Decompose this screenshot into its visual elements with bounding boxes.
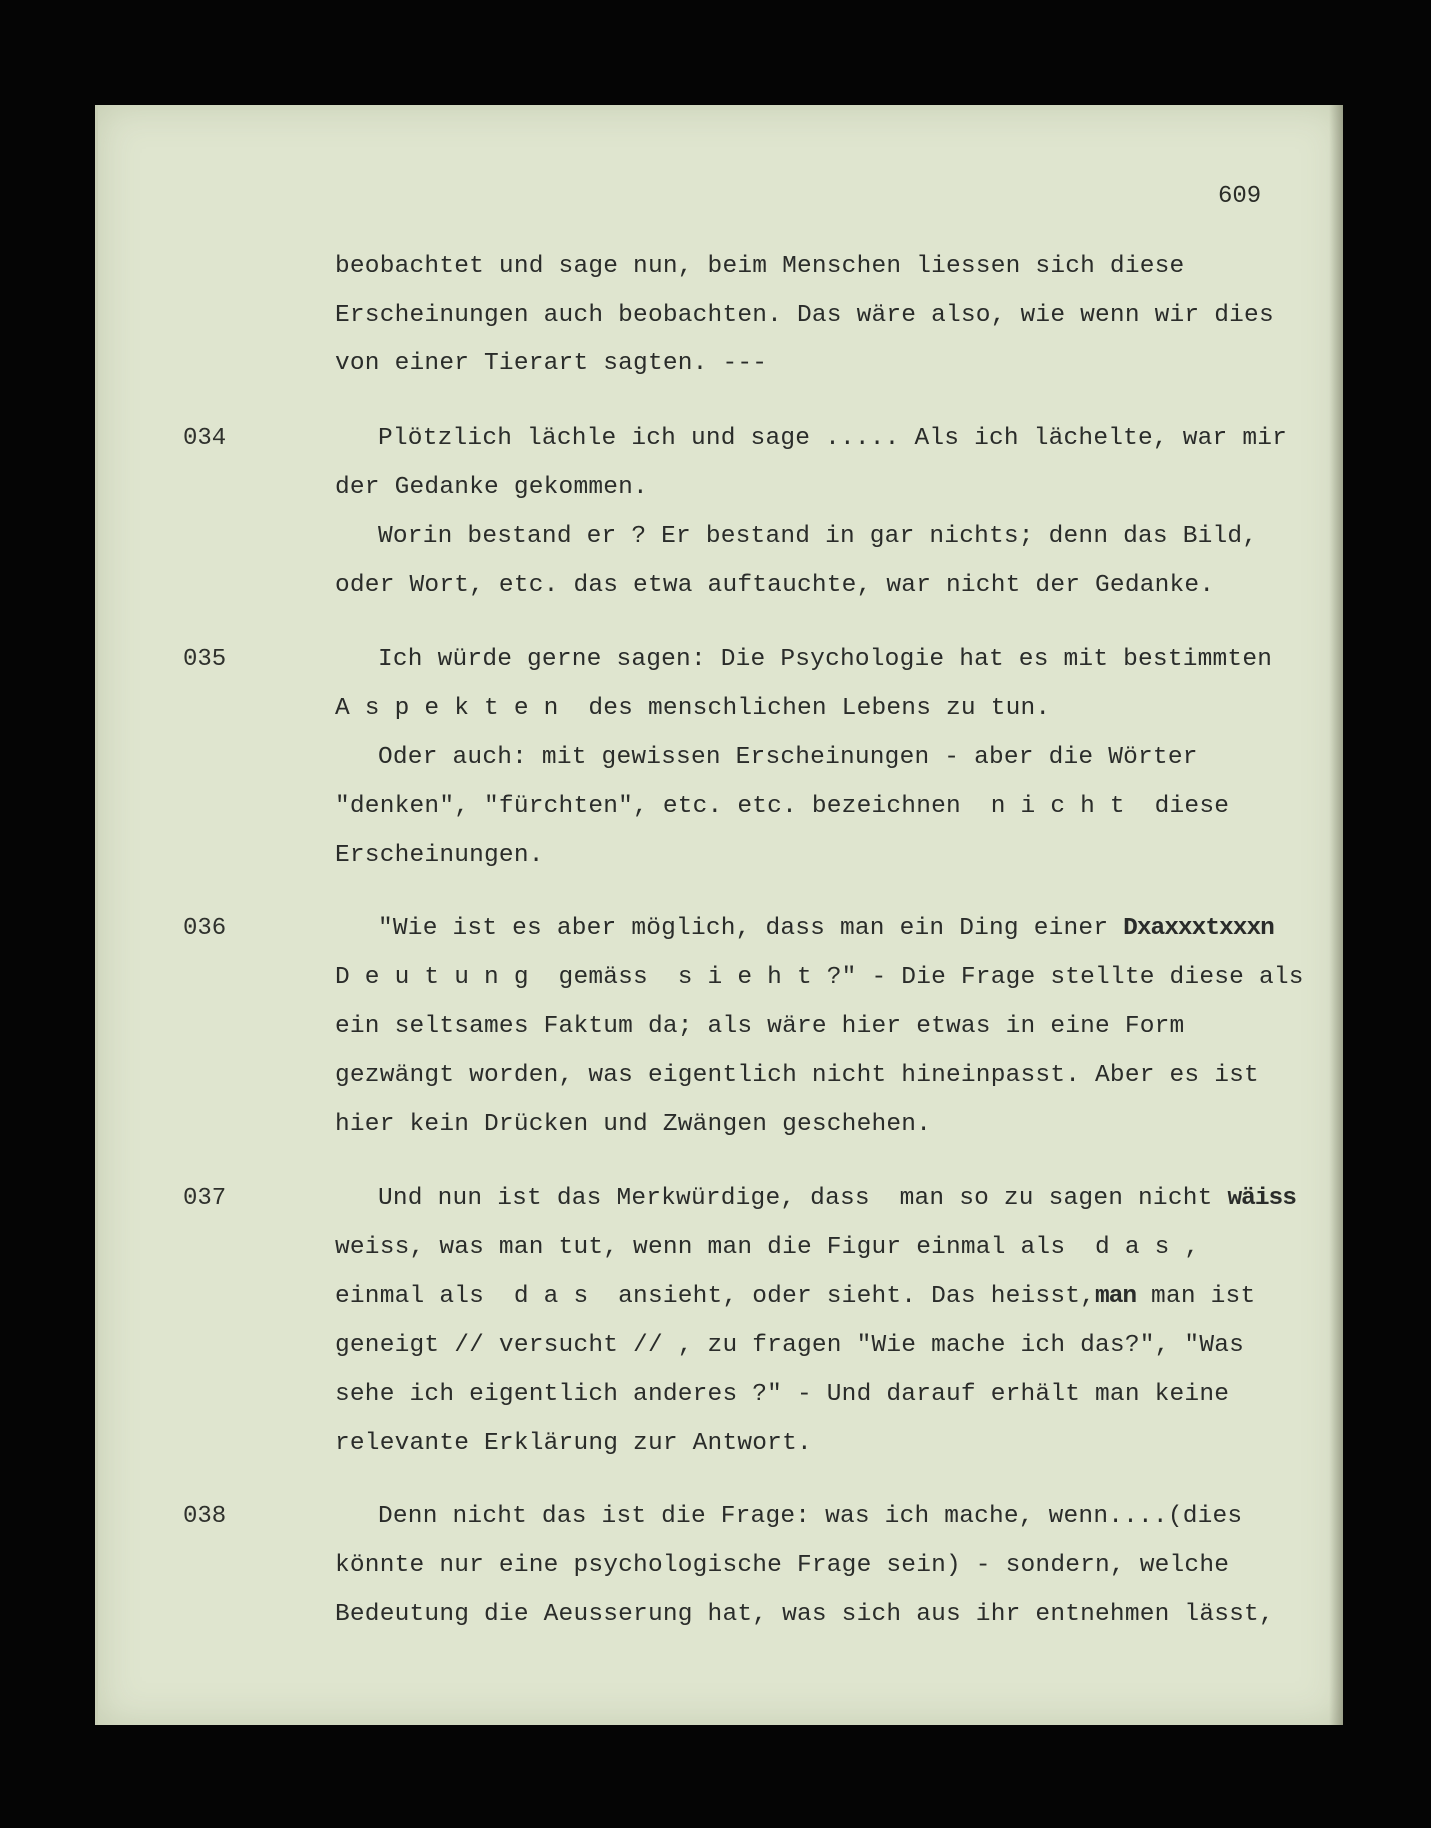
text-line: Erscheinungen. (335, 842, 544, 869)
text-line: A s p e k t e n des menschlichen Lebens zu tun. (335, 695, 1051, 722)
section-number: 036 (183, 915, 227, 942)
section-number: 038 (183, 1503, 227, 1530)
section-number: 034 (183, 425, 227, 452)
strikeout-text: Dxaxxxtxxxn (1123, 915, 1274, 942)
text-segment: Und nun ist das Merkwürdige, dass man so zu sagen nicht (378, 1185, 1228, 1212)
page-number: 609 (1218, 183, 1262, 210)
text-line: ein seltsames Faktum da; als wäre hier etwas in eine Form (335, 1013, 1185, 1040)
text-line: von einer Tierart sagten. --- (335, 350, 768, 377)
text-line: könnte nur eine psychologische Frage sein) - sondern, welche (335, 1552, 1230, 1579)
text-line: oder Wort, etc. das etwa auftauchte, war nicht der Gedanke. (335, 572, 1215, 599)
text-segment: "Wie ist es aber möglich, dass man ein Ding einer (378, 915, 1124, 942)
text-line (378, 915, 1274, 942)
text-line: Plötzlich lächle ich und sage ..... Als ich lächelte, war mir (378, 425, 1288, 452)
text-line: relevante Erklärung zur Antwort. (335, 1430, 812, 1457)
text-line: sehe ich eigentlich anderes ?" - Und darauf erhält man keine (335, 1381, 1230, 1408)
text-line: Oder auch: mit gewissen Erscheinungen - aber die Wörter (378, 744, 1198, 771)
text-line: der Gedanke gekommen. (335, 474, 648, 501)
text-line: weiss, was man tut, wenn man die Figur einmal als d a s , (335, 1234, 1200, 1261)
text-line: hier kein Drücken und Zwängen geschehen. (335, 1111, 932, 1138)
text-line: D e u t u n g gemäss s i e h t ?" - Die Frage stellte diese als (335, 964, 1304, 991)
typescript-page (95, 105, 1343, 1725)
text-line: gezwängt worden, was eigentlich nicht hineinpasst. Aber es ist (335, 1062, 1259, 1089)
text-segment: man ist (1136, 1283, 1256, 1310)
text-line: Denn nicht das ist die Frage: was ich mache, wenn....(dies (378, 1503, 1243, 1530)
text-line (378, 1185, 1296, 1212)
text-line: geneigt // versucht // , zu fragen "Wie mache ich das?", "Was (335, 1332, 1245, 1359)
text-line: Erscheinungen auch beobachten. Das wäre also, wie wenn wir dies (335, 302, 1274, 329)
strikeout-text: man (1095, 1283, 1137, 1310)
text-line (335, 1283, 1255, 1310)
text-line: beobachtet und sage nun, beim Menschen liessen sich diese (335, 253, 1185, 280)
section-number: 037 (183, 1185, 227, 1212)
strikeout-text: wäiss (1227, 1185, 1296, 1212)
text-segment: einmal als d a s ansieht, oder sieht. Das heisst, (335, 1283, 1096, 1310)
text-line: Bedeutung die Aeusserung hat, was sich aus ihr entnehmen lässt, (335, 1601, 1274, 1628)
text-line: Ich würde gerne sagen: Die Psychologie hat es mit bestimmten (378, 646, 1273, 673)
section-number: 035 (183, 646, 227, 673)
text-line: Worin bestand er ? Er bestand in gar nichts; denn das Bild, (378, 523, 1258, 550)
text-line: "denken", "fürchten", etc. etc. bezeichnen n i c h t diese (335, 793, 1230, 820)
